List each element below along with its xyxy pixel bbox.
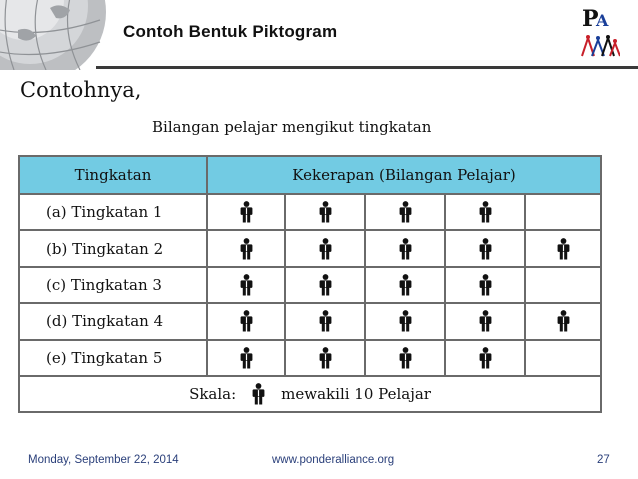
icon-cell (445, 230, 525, 266)
person-icon (555, 310, 572, 332)
slide-title: Contoh Bentuk Piktogram (123, 22, 338, 41)
icon-cell (285, 230, 365, 266)
person-icon (477, 310, 494, 332)
ponder-alliance-logo (578, 6, 622, 60)
person-icon (317, 347, 334, 369)
row-label: (c) Tingkatan 3 (19, 267, 207, 303)
icon-cell (285, 194, 365, 230)
person-icon (555, 238, 572, 260)
icon-cell (525, 194, 601, 230)
icon-cell (365, 340, 445, 376)
row-label: (e) Tingkatan 5 (19, 340, 207, 376)
icon-cell (207, 267, 285, 303)
icon-cell (445, 267, 525, 303)
person-icon (477, 347, 494, 369)
person-icon (238, 347, 255, 369)
person-icon (397, 347, 414, 369)
icon-cell (525, 303, 601, 339)
icon-cell (285, 340, 365, 376)
column-header-kekerapan: Kekerapan (Bilangan Pelajar) (207, 156, 601, 194)
scale-row (19, 376, 601, 412)
row-label: (a) Tingkatan 1 (19, 194, 207, 230)
person-icon (238, 274, 255, 296)
icon-cell (285, 303, 365, 339)
icon-cell (207, 230, 285, 266)
person-icon (477, 238, 494, 260)
row-label: (d) Tingkatan 4 (19, 303, 207, 339)
row-label: (b) Tingkatan 2 (19, 230, 207, 266)
person-icon (238, 310, 255, 332)
scale-prefix: Skala: (189, 385, 237, 403)
icon-cell (445, 340, 525, 376)
column-header-tingkatan: Tingkatan (19, 156, 207, 194)
person-icon (317, 201, 334, 223)
logo-letter-p: P (582, 6, 599, 32)
icon-cell (525, 230, 601, 266)
footer-date: Monday, September 22, 2014 (28, 454, 179, 466)
person-icon (317, 274, 334, 296)
person-icon (238, 238, 255, 260)
table-row (19, 230, 601, 266)
table-header-row (19, 156, 601, 194)
logo-figures-icon (580, 34, 620, 58)
icon-cell (525, 340, 601, 376)
person-icon (317, 238, 334, 260)
pictogram-table (18, 155, 602, 413)
icon-cell (365, 303, 445, 339)
globe-image (0, 0, 112, 70)
pictogram-caption: Bilangan pelajar mengikut tingkatan (152, 118, 432, 136)
logo-letter-a: A (596, 11, 609, 30)
icon-cell (365, 267, 445, 303)
table-row (19, 340, 601, 376)
icon-cell (207, 194, 285, 230)
person-icon (477, 274, 494, 296)
person-icon (397, 310, 414, 332)
table-row (19, 303, 601, 339)
person-icon (397, 238, 414, 260)
page-number: 27 (597, 454, 610, 466)
table-row (19, 267, 601, 303)
person-icon (397, 201, 414, 223)
icon-cell (445, 194, 525, 230)
table-body (19, 194, 601, 376)
person-icon (397, 274, 414, 296)
scale-cell (19, 376, 601, 412)
header-divider (96, 66, 638, 69)
icon-cell (365, 230, 445, 266)
icon-cell (207, 303, 285, 339)
scale-suffix: mewakili 10 Pelajar (281, 385, 431, 403)
intro-text: Contohnya, (20, 78, 142, 102)
person-icon (317, 310, 334, 332)
table-row (19, 194, 601, 230)
icon-cell (285, 267, 365, 303)
icon-cell (445, 303, 525, 339)
footer-url: www.ponderalliance.org (272, 454, 395, 466)
icon-cell (365, 194, 445, 230)
person-icon (238, 201, 255, 223)
icon-cell (207, 340, 285, 376)
person-icon (250, 383, 267, 405)
person-icon (477, 201, 494, 223)
icon-cell (525, 267, 601, 303)
